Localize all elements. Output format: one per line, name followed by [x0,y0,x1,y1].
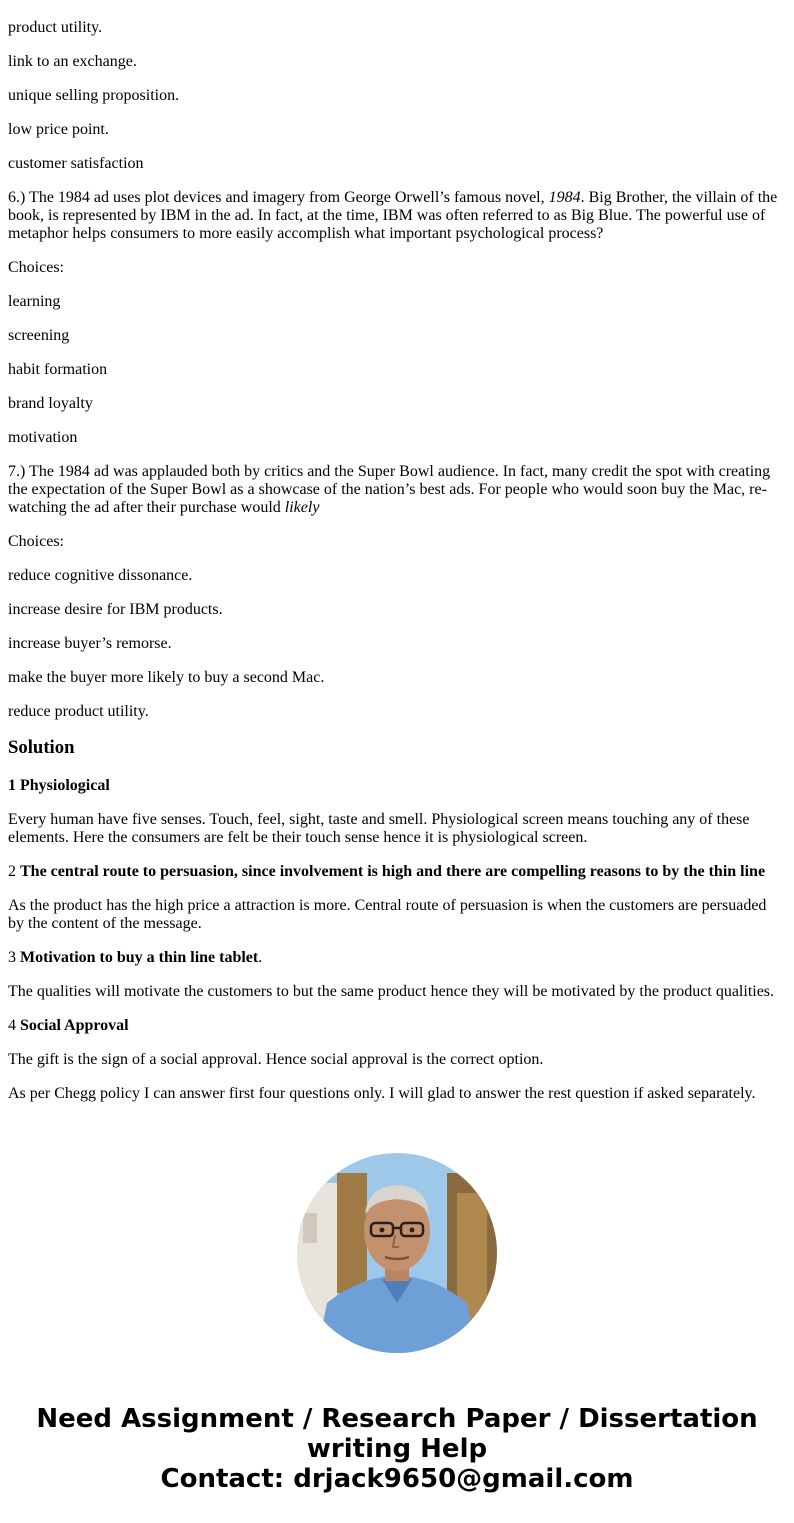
q6-choice: motivation [8,429,78,446]
prev-choice: low price point. [8,121,109,138]
q7-choice: increase desire for IBM products. [8,601,223,618]
question-6-text-end: . Big Brother, the villain of the book, is represented by IBM in the ad. In fact, at the time, IBM was often referred to as Big Blue. The powerful use of metaphor helps consumers to more easily accomplish what important psychological process? [8,189,778,242]
answer-1-title [8,777,784,795]
answer-1-title-text: 1 Physiological [8,777,110,794]
solution-heading: Solution [8,737,75,758]
banner-contact-email: Contact: drjack9650@gmail.com [160,1464,634,1494]
prev-choice: customer satisfaction [8,155,144,172]
answer-2-title [8,863,784,881]
answer-2-number: 2 [8,863,20,880]
answer-4-body: The gift is the sign of a social approval. Hence social approval is the correct option. [8,1051,544,1068]
answer-3-tail: . [258,949,263,966]
question-7-italic: likely [284,499,320,516]
q7-choice: reduce cognitive dissonance. [8,567,193,584]
q7-choice: make the buyer more likely to buy a second Mac. [8,669,325,686]
q7-choice: reduce product utility. [8,703,149,720]
answer-3-title-text: Motivation to buy a thin line tablet [20,949,259,966]
q6-choice: habit formation [8,361,108,378]
answer-4-number: 4 [8,1017,20,1034]
answer-4-title-text: Social Approval [20,1017,129,1034]
banner-line-2: writing Help [306,1434,488,1464]
author-photo [297,1153,497,1353]
contact-banner [0,1404,794,1494]
choices-label: Choices: [8,259,64,276]
author-avatar [297,1153,497,1353]
banner-line-1: Need Assignment / Research Paper / Dissertation [36,1404,758,1434]
policy-note: As per Chegg policy I can answer first four questions only. I will glad to answer the rest question if asked separately. [8,1085,756,1102]
q6-choice: learning [8,293,61,310]
answer-2-title-text: The central route to persuasion, since involvement is high and there are compelling reasons to by the thin line [20,863,766,880]
document-body [8,19,784,1119]
answer-4-title [8,1017,784,1035]
prev-choice: unique selling proposition. [8,87,180,104]
q6-choice: screening [8,327,70,344]
question-6-italic: 1984 [548,189,581,206]
prev-choice: link to an exchange. [8,53,137,70]
q7-choice: increase buyer’s remorse. [8,635,172,652]
answer-3-number: 3 [8,949,20,966]
question-6-text: 6.) The 1984 ad uses plot devices and imagery from George Orwell’s famous novel, [8,189,549,206]
question-7 [8,463,784,517]
question-6 [8,189,784,243]
answer-2-body: As the product has the high price a attraction is more. Central route of persuasion is when the customers are persuaded by the content of the message. [8,897,767,932]
choices-label: Choices: [8,533,64,550]
answer-3-title [8,949,784,967]
prev-choice: product utility. [8,19,103,36]
q6-choice: brand loyalty [8,395,93,412]
question-7-text: 7.) The 1984 ad was applauded both by critics and the Super Bowl audience. In fact, many credit the spot with creating the expectation of the Super Bowl as a showcase of the nation’s best ads. For people who would soon buy the Mac, re-watching the ad after their purchase would [8,463,771,516]
answer-3-body: The qualities will motivate the customers to but the same product hence they will be motivated by the product qualities. [8,983,775,1000]
answer-1-body: Every human have five senses. Touch, feel, sight, taste and smell. Physiological screen means touching any of these elements. Here the consumers are felt be their touch sense hence it is physiological screen. [8,811,750,846]
